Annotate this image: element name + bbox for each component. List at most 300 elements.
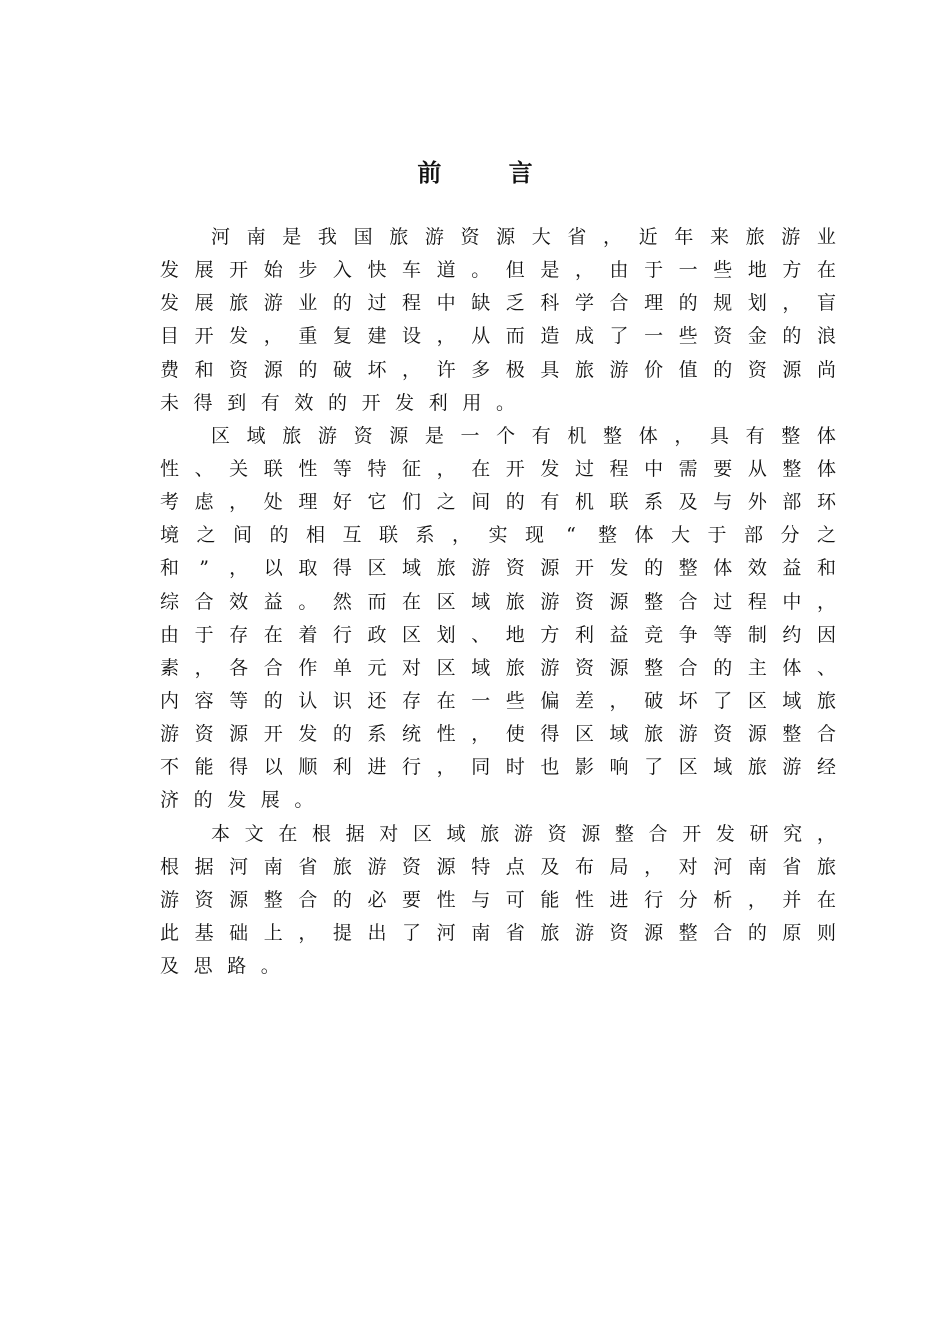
text-char: 区 [211,424,231,447]
text-char: 元 [367,656,387,679]
text-char: 整 [603,424,623,447]
text-char: 未 [160,391,180,414]
text-char: 合 [678,590,698,613]
text-char: 进 [367,756,387,779]
text-char: 作 [298,656,318,679]
text-char: 们 [402,491,422,514]
text-line [160,221,836,254]
text-char: 旅 [505,590,525,613]
text-char: 旅 [747,756,767,779]
text-char: 程 [747,590,767,613]
text-char: 游 [471,557,491,580]
text-char: 旅 [644,723,664,746]
text-line [160,420,836,453]
text-char: 合 [298,888,318,911]
text-line [160,453,836,486]
text-char: 整 [598,524,618,547]
text-char: ， [674,424,694,447]
text-char: 地 [505,623,525,646]
text-char: 步 [298,259,318,282]
text-char: 着 [298,623,318,646]
text-char: 在 [816,888,836,911]
text-char: 间 [233,524,253,547]
text-char: 、 [194,457,214,480]
text-char: ， [603,226,623,248]
text-char: 局 [609,855,629,878]
text-char: 合 [648,822,668,845]
text-char: 系 [415,524,435,547]
text-char: 境 [160,524,180,547]
text-char: 联 [609,491,629,514]
text-char: 对 [379,822,399,845]
text-char: 响 [609,756,629,779]
text-char: 域 [782,689,802,712]
text-char: 以 [263,756,283,779]
text-char: ， [609,689,629,712]
text-char: 是 [424,424,444,447]
text-char: 开 [263,723,283,746]
text-char: 中 [782,590,802,613]
text-char: 基 [194,921,214,944]
text-char: ， [402,358,422,381]
text-char: 有 [260,391,280,414]
text-char: 而 [367,590,387,613]
text-char: 据 [345,822,365,845]
text-char: 在 [278,822,298,845]
text-char: 联 [263,457,283,480]
text-char: 开 [682,822,702,845]
text-char: 效 [747,557,767,580]
text-char: 了 [644,756,664,779]
text-char: 游 [160,723,180,746]
text-char: ， [229,557,249,580]
text-char: 发 [298,723,318,746]
text-char: 提 [332,921,352,944]
text-char: 与 [713,491,733,514]
text-char: 与 [471,888,491,911]
text-char: 能 [194,756,214,779]
text-char: 游 [263,292,283,315]
text-char: 过 [713,590,733,613]
text-char: 资 [229,358,249,381]
text-char: 游 [782,756,802,779]
text-char: 的 [332,888,352,911]
text-char: 省 [505,921,525,944]
text-char: 发 [160,259,180,282]
text-char: 统 [402,723,422,746]
text-char: 区 [402,623,422,646]
text-char: 争 [678,623,698,646]
text-char: 开 [194,325,214,348]
text-char: 利 [332,756,352,779]
text-char: 资 [194,723,214,746]
text-char: 体 [782,656,802,679]
text-char: 系 [644,491,664,514]
text-char: 游 [678,723,698,746]
text-char: 发 [540,457,560,480]
text-char: 目 [160,325,180,348]
text-char: ， [747,888,767,911]
text-char: 体 [634,524,654,547]
text-char: 旅 [229,292,249,315]
text-char: 和 [816,557,836,580]
text-char: 极 [505,358,525,381]
text-char: 域 [713,756,733,779]
text-char: 整 [263,888,283,911]
text-char: 区 [436,656,456,679]
text-char: 点 [505,855,525,878]
text-char: 合 [678,656,698,679]
text-char: 根 [311,822,331,845]
text-char: 的 [713,656,733,679]
text-char: “ [566,524,576,547]
text-char: 在 [263,623,283,646]
text-char: 整 [644,656,664,679]
text-char: 发 [609,557,629,580]
text-char: 制 [747,623,767,646]
text-char: 游 [424,226,444,248]
text-char: 在 [436,689,456,712]
text-char: 缺 [471,292,491,315]
text-line [160,917,836,950]
text-char: 出 [367,921,387,944]
text-char: 益 [782,557,802,580]
text-char: 对 [402,656,422,679]
text-char: 外 [747,491,767,514]
text-char: 关 [229,457,249,480]
text-char: 车 [402,259,422,282]
text-char: 性 [160,457,180,480]
text-char: 是 [540,259,560,282]
text-char: 政 [367,623,387,646]
text-char: 可 [505,888,525,911]
text-char: 破 [332,358,352,381]
text-char: 旅 [540,921,560,944]
text-char: 造 [540,325,560,348]
text-char: 省 [567,226,587,248]
text-char: 环 [816,491,836,514]
text-line [160,387,836,420]
text-char: 以 [263,557,283,580]
text-char: 整 [782,723,802,746]
text-char: 资 [194,888,214,911]
text-char: 得 [540,723,560,746]
text-char: 也 [540,756,560,779]
text-char: 多 [471,358,491,381]
text-char: 开 [505,457,525,480]
text-char: 竞 [644,623,664,646]
text-char: 具 [709,424,729,447]
text-char: 整 [614,822,634,845]
text-line [160,950,836,983]
text-char: 南 [246,226,266,248]
text-line [160,784,836,817]
text-char: 乏 [505,292,525,315]
text-char: 资 [574,590,594,613]
text-char: ， [574,259,594,282]
text-char: 资 [609,921,629,944]
text-char: 游 [317,424,337,447]
text-char: 展 [194,292,214,315]
text-char: 划 [747,292,767,315]
page-title: 前 言 [417,158,555,187]
text-char: ， [644,855,664,878]
text-char: 内 [160,689,180,712]
text-char: 实 [488,524,508,547]
text-char: 南 [263,855,283,878]
text-char: 费 [160,358,180,381]
text-char: 性 [574,888,594,911]
text-char: 不 [160,756,180,779]
text-char: 。 [298,590,318,613]
text-char: 同 [471,756,491,779]
text-char: 约 [782,623,802,646]
text-char: 学 [574,292,594,315]
text-char: 些 [678,325,698,348]
text-char: 利 [574,623,594,646]
text-char: 的 [678,292,698,315]
text-char: 和 [194,358,214,381]
text-char: 发 [715,822,735,845]
text-char: 效 [294,391,314,414]
text-char: 然 [332,590,352,613]
text-char: 省 [782,855,802,878]
text-char: 益 [609,623,629,646]
text-char: 源 [782,358,802,381]
text-char: 一 [678,259,698,282]
text-char: ， [263,325,283,348]
text-char: 值 [678,358,698,381]
text-char: 于 [194,623,214,646]
text-char: 还 [367,689,387,712]
text-line [160,751,836,784]
text-char: 有 [531,424,551,447]
text-char: 主 [747,656,767,679]
text-line [160,851,836,884]
text-char: 源 [263,358,283,381]
text-char: 等 [229,689,249,712]
text-char: 域 [471,656,491,679]
text-char: 入 [332,259,352,282]
text-char: 一 [471,689,491,712]
text-char: 地 [747,259,767,282]
text-char: 取 [298,557,318,580]
text-char: 容 [194,689,214,712]
text-char: 发 [160,292,180,315]
text-char: 价 [644,358,664,381]
text-char: 得 [332,557,352,580]
text-char: 时 [505,756,525,779]
text-char: 系 [367,723,387,746]
text-char: 益 [263,590,283,613]
text-char: 布 [574,855,594,878]
text-char: 性 [436,888,456,911]
text-char: 分 [678,888,698,911]
text-char: 文 [244,822,264,845]
text-char: 。 [495,391,515,414]
text-char: 资 [713,325,733,348]
text-char: 来 [709,226,729,248]
text-char: 旅 [574,358,594,381]
text-char: 一 [644,325,664,348]
text-char: 及 [540,855,560,878]
text-char: ， [436,325,456,348]
text-char: ， [816,590,836,613]
text-char: 行 [644,888,664,911]
text-char: 的 [713,358,733,381]
text-char: 等 [713,623,733,646]
text-char: 合 [816,723,836,746]
text-char: 源 [747,723,767,746]
text-char: 源 [229,888,249,911]
text-char: 需 [678,457,698,480]
text-char: 发 [395,391,415,414]
text-char: 开 [361,391,381,414]
text-char: ” [199,557,209,580]
text-char: 研 [749,822,769,845]
text-char: 到 [227,391,247,414]
text-char: 业 [816,226,836,248]
text-char: 但 [505,259,525,282]
text-char: 重 [298,325,318,348]
text-char: 建 [367,325,387,348]
text-char: 影 [574,756,594,779]
text-char: 源 [609,656,629,679]
text-char: 游 [160,888,180,911]
text-char: 而 [505,325,525,348]
text-char: 现 [525,524,545,547]
text-char: 源 [609,590,629,613]
text-char: 之 [196,524,216,547]
text-char: 根 [160,855,180,878]
text-char: 游 [367,855,387,878]
text-char: 南 [471,921,491,944]
text-char: 它 [367,491,387,514]
text-char: 经 [816,756,836,779]
text-char: 利 [428,391,448,414]
text-char: 游 [574,921,594,944]
text-char: 性 [298,457,318,480]
text-char: 的 [298,358,318,381]
text-char: 源 [644,921,664,944]
text-char: 的 [644,557,664,580]
text-line [160,254,836,287]
text-char: 区 [574,723,594,746]
text-char: 河 [211,226,231,248]
text-char: 业 [298,292,318,315]
text-char: 上 [263,921,283,944]
text-char: 许 [436,358,456,381]
text-char: 域 [246,424,266,447]
text-line [160,586,836,619]
text-char: 得 [229,756,249,779]
text-char: 原 [782,921,802,944]
text-char: 坏 [678,689,698,712]
text-char: 部 [782,491,802,514]
text-char: 合 [194,590,214,613]
text-char: 展 [260,789,280,812]
text-char: 河 [713,855,733,878]
text-char: 源 [229,723,249,746]
text-line [160,884,836,917]
text-char: 及 [678,491,698,514]
text-char: 旅 [480,822,500,845]
text-char: 考 [160,491,180,514]
text-char: 资 [505,557,525,580]
text-line [160,652,836,685]
text-char: 综 [160,590,180,613]
text-char: 性 [436,723,456,746]
text-char: 分 [780,524,800,547]
text-char: 坏 [367,358,387,381]
text-char: 之 [817,524,837,547]
text-char: 合 [609,292,629,315]
text-char: 思 [193,955,213,978]
text-char: 部 [744,524,764,547]
text-char: 年 [674,226,694,248]
text-char: 的 [332,292,352,315]
text-char: 存 [402,689,422,712]
text-char: 因 [816,623,836,646]
text-char: 发 [227,789,247,812]
text-char: ， [194,656,214,679]
text-char: 行 [402,756,422,779]
text-char: 源 [540,557,560,580]
text-char: 存 [229,623,249,646]
text-char: 破 [644,689,664,712]
text-char: 相 [306,524,326,547]
text-char: ， [298,921,318,944]
text-char: 各 [229,656,249,679]
text-char: 于 [644,259,664,282]
text-char: 处 [263,491,283,514]
text-char: 体 [713,557,733,580]
text-char: 从 [747,457,767,480]
text-char: 素 [160,656,180,679]
text-char: 中 [644,457,664,480]
text-char: 间 [471,491,491,514]
text-line [160,552,836,585]
text-char: ， [471,723,491,746]
text-line [160,486,836,519]
text-char: 整 [782,457,802,480]
text-char: 体 [816,457,836,480]
text-char: 金 [747,325,767,348]
text-char: 区 [678,756,698,779]
text-char: 的 [747,921,767,944]
text-line [160,818,836,851]
text-char: 等 [332,457,352,480]
text-char: 资 [713,723,733,746]
text-char: 快 [367,259,387,282]
text-char: 程 [402,292,422,315]
text-char: 整 [678,557,698,580]
text-char: 些 [505,689,525,712]
text-char: 在 [471,457,491,480]
text-char: 旅 [816,689,836,712]
text-char: 我 [317,226,337,248]
text-char: ， [816,822,836,845]
text-char: 及 [160,955,180,978]
text-char: 体 [816,424,836,447]
text-char: 域 [446,822,466,845]
text-char: 的 [193,789,213,812]
text-char: 由 [160,623,180,646]
text-char: 识 [332,689,352,712]
text-char: 整 [678,921,698,944]
text-char: 游 [513,822,533,845]
text-char: 资 [574,656,594,679]
